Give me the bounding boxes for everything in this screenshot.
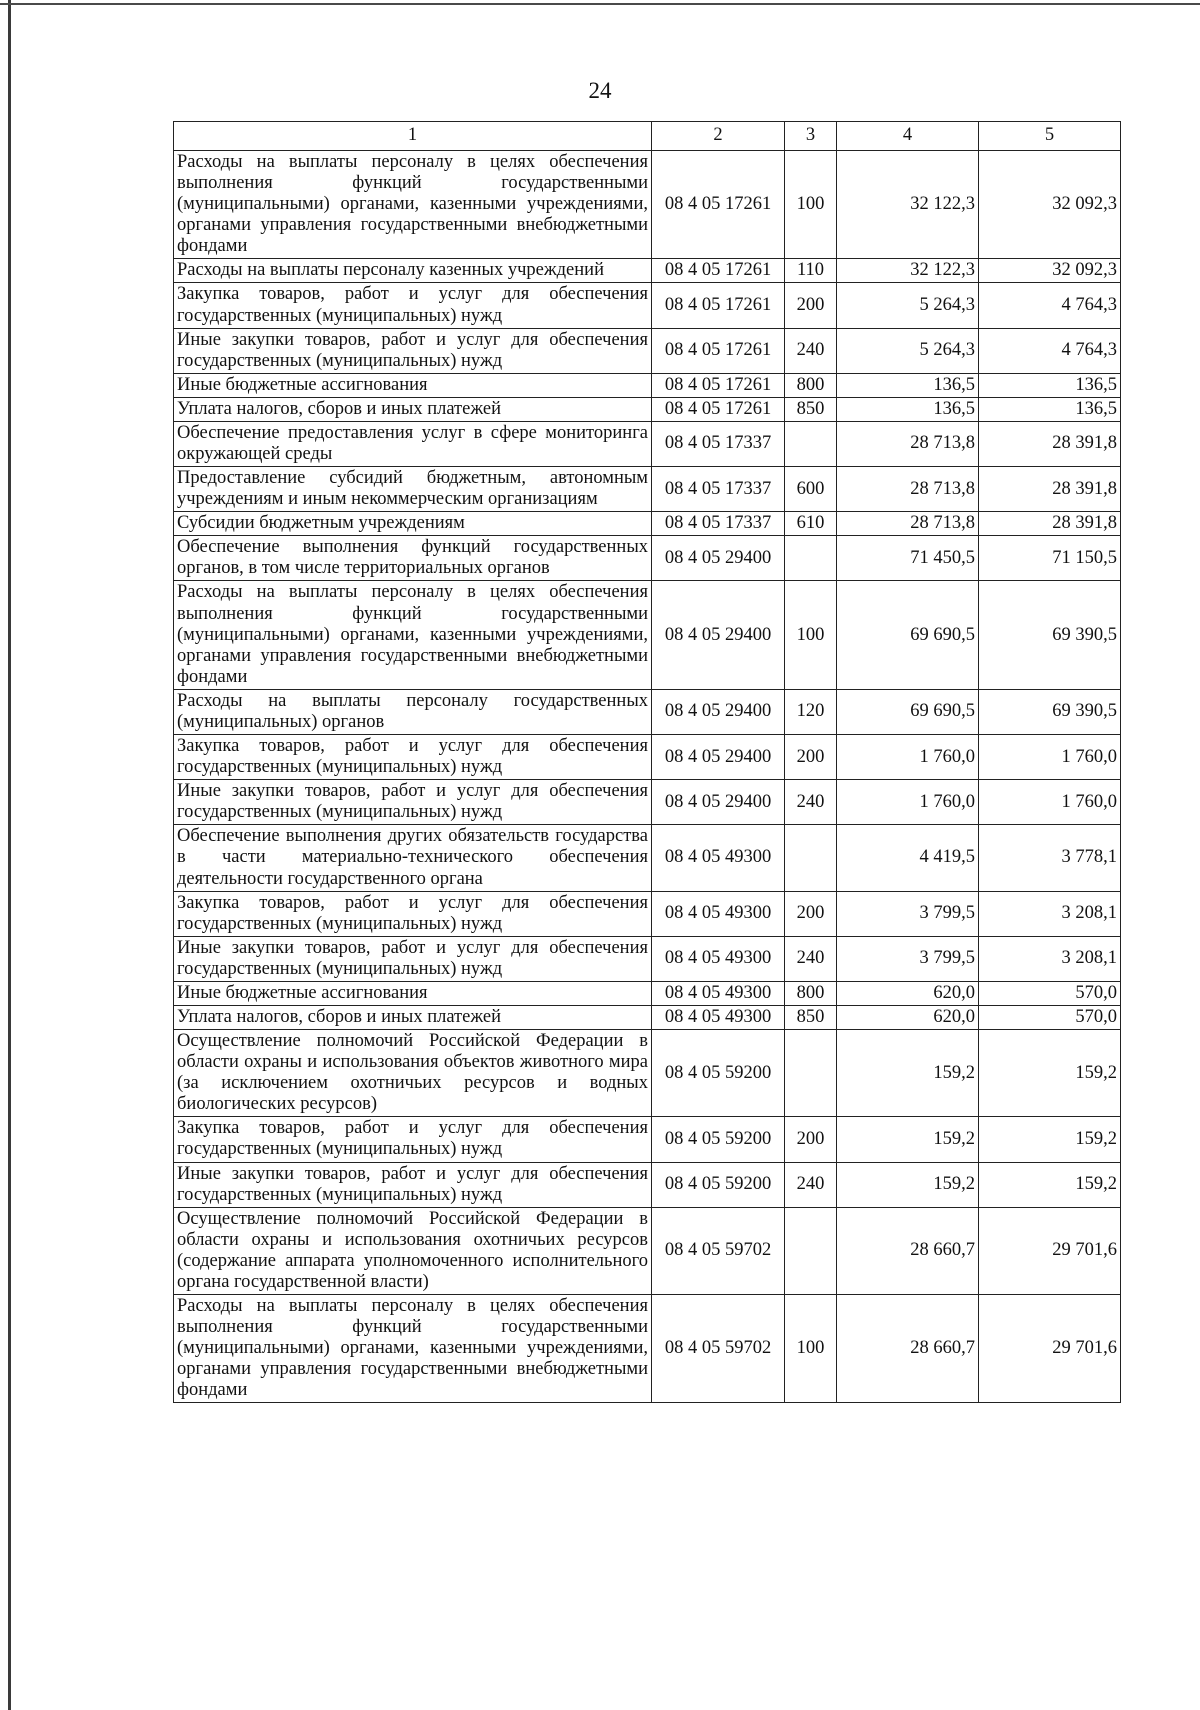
- expense-type-cell: 110: [785, 259, 837, 283]
- target-code-cell: 08 4 05 17261: [652, 397, 785, 421]
- table-row: [174, 373, 1121, 397]
- table-row: [174, 891, 1121, 936]
- table-row: [174, 259, 1121, 283]
- target-code-cell: 08 4 05 17337: [652, 467, 785, 512]
- expense-type-cell: 100: [785, 1294, 837, 1402]
- expense-type-cell: 850: [785, 1005, 837, 1029]
- expense-name-cell: Обеспечение выполнения других обязательств государства в части материально-технического обеспечения деятельности государственного органа: [174, 825, 652, 891]
- amount-year1-cell: 3 799,5: [837, 891, 979, 936]
- amount-year2-cell: 1 760,0: [979, 780, 1121, 825]
- expense-type-cell: 240: [785, 780, 837, 825]
- header-cell: 3: [785, 122, 837, 151]
- amount-year1-cell: 28 713,8: [837, 467, 979, 512]
- amount-year1-cell: 28 713,8: [837, 512, 979, 536]
- amount-year1-cell: 28 713,8: [837, 421, 979, 466]
- expense-name-cell: Закупка товаров, работ и услуг для обеспечения государственных (муниципальных) нужд: [174, 283, 652, 328]
- table-row: [174, 689, 1121, 734]
- amount-year1-cell: 71 450,5: [837, 536, 979, 581]
- table-row: [174, 536, 1121, 581]
- amount-year2-cell: 32 092,3: [979, 259, 1121, 283]
- amount-year2-cell: 4 764,3: [979, 283, 1121, 328]
- amount-year2-cell: 4 764,3: [979, 328, 1121, 373]
- amount-year2-cell: 159,2: [979, 1162, 1121, 1207]
- target-code-cell: 08 4 05 49300: [652, 891, 785, 936]
- expense-name-cell: Расходы на выплаты персоналу казенных учреждений: [174, 259, 652, 283]
- scan-edge-left: [8, 0, 11, 1710]
- amount-year1-cell: 28 660,7: [837, 1294, 979, 1402]
- table-row: [174, 328, 1121, 373]
- target-code-cell: 08 4 05 17261: [652, 259, 785, 283]
- amount-year2-cell: 1 760,0: [979, 735, 1121, 780]
- table-row: [174, 936, 1121, 981]
- expense-name-cell: Осуществление полномочий Российской Федерации в области охраны и использования объектов животного мира (за исключением охотничьих ресурсов и водных биологических ресурсов): [174, 1030, 652, 1117]
- expense-name-cell: Уплата налогов, сборов и иных платежей: [174, 397, 652, 421]
- target-code-cell: 08 4 05 49300: [652, 936, 785, 981]
- amount-year1-cell: 136,5: [837, 373, 979, 397]
- amount-year1-cell: 159,2: [837, 1162, 979, 1207]
- expense-type-cell: 800: [785, 373, 837, 397]
- expense-name-cell: Уплата налогов, сборов и иных платежей: [174, 1005, 652, 1029]
- table-body: [174, 151, 1121, 1403]
- table-row: [174, 1207, 1121, 1294]
- table-row: [174, 581, 1121, 689]
- table-row: [174, 1162, 1121, 1207]
- amount-year1-cell: 159,2: [837, 1117, 979, 1162]
- target-code-cell: 08 4 05 29400: [652, 581, 785, 689]
- expense-type-cell: 240: [785, 1162, 837, 1207]
- expense-type-cell: 800: [785, 981, 837, 1005]
- target-code-cell: 08 4 05 49300: [652, 1005, 785, 1029]
- table-row: [174, 1030, 1121, 1117]
- amount-year2-cell: 28 391,8: [979, 467, 1121, 512]
- expense-name-cell: Иные закупки товаров, работ и услуг для обеспечения государственных (муниципальных) нужд: [174, 328, 652, 373]
- table-row: [174, 397, 1121, 421]
- expense-type-cell: [785, 421, 837, 466]
- amount-year1-cell: 32 122,3: [837, 151, 979, 259]
- table-row: [174, 1117, 1121, 1162]
- amount-year1-cell: 1 760,0: [837, 735, 979, 780]
- amount-year2-cell: 71 150,5: [979, 536, 1121, 581]
- expense-name-cell: Закупка товаров, работ и услуг для обеспечения государственных (муниципальных) нужд: [174, 1117, 652, 1162]
- expense-name-cell: Расходы на выплаты персоналу в целях обеспечения выполнения функций государственными (муниципальными) органами, казенными учреждениями, органами управления государственными внебюджетными фондами: [174, 1294, 652, 1402]
- target-code-cell: 08 4 05 59702: [652, 1294, 785, 1402]
- expense-type-cell: [785, 536, 837, 581]
- expense-type-cell: 600: [785, 467, 837, 512]
- expense-name-cell: Иные закупки товаров, работ и услуг для обеспечения государственных (муниципальных) нужд: [174, 936, 652, 981]
- amount-year2-cell: 32 092,3: [979, 151, 1121, 259]
- amount-year1-cell: 620,0: [837, 1005, 979, 1029]
- expense-type-cell: 200: [785, 1117, 837, 1162]
- amount-year2-cell: 136,5: [979, 373, 1121, 397]
- expense-name-cell: Расходы на выплаты персоналу в целях обеспечения выполнения функций государственными (муниципальными) органами, казенными учреждениями, органами управления государственными внебюджетными фондами: [174, 151, 652, 259]
- table-row: [174, 1005, 1121, 1029]
- amount-year2-cell: 570,0: [979, 1005, 1121, 1029]
- amount-year1-cell: 32 122,3: [837, 259, 979, 283]
- amount-year1-cell: 620,0: [837, 981, 979, 1005]
- target-code-cell: 08 4 05 17261: [652, 151, 785, 259]
- amount-year2-cell: 3 208,1: [979, 936, 1121, 981]
- expense-name-cell: Иные закупки товаров, работ и услуг для обеспечения государственных (муниципальных) нужд: [174, 1162, 652, 1207]
- expense-name-cell: Расходы на выплаты персоналу государственных (муниципальных) органов: [174, 689, 652, 734]
- amount-year1-cell: 136,5: [837, 397, 979, 421]
- header-cell: 4: [837, 122, 979, 151]
- expense-type-cell: [785, 1207, 837, 1294]
- expense-name-cell: Осуществление полномочий Российской Федерации в области охраны и использования охотничьих ресурсов (содержание аппарата уполномоченного исполнительного органа государственной власти): [174, 1207, 652, 1294]
- expense-name-cell: Иные закупки товаров, работ и услуг для обеспечения государственных (муниципальных) нужд: [174, 780, 652, 825]
- expense-type-cell: 200: [785, 735, 837, 780]
- expense-name-cell: Иные бюджетные ассигнования: [174, 981, 652, 1005]
- table-row: [174, 421, 1121, 466]
- table-row: [174, 151, 1121, 259]
- target-code-cell: 08 4 05 17337: [652, 421, 785, 466]
- expense-type-cell: 120: [785, 689, 837, 734]
- expense-name-cell: Закупка товаров, работ и услуг для обеспечения государственных (муниципальных) нужд: [174, 735, 652, 780]
- expense-type-cell: 610: [785, 512, 837, 536]
- amount-year1-cell: 69 690,5: [837, 581, 979, 689]
- expense-name-cell: Закупка товаров, работ и услуг для обеспечения государственных (муниципальных) нужд: [174, 891, 652, 936]
- amount-year1-cell: 3 799,5: [837, 936, 979, 981]
- amount-year1-cell: 28 660,7: [837, 1207, 979, 1294]
- target-code-cell: 08 4 05 17261: [652, 283, 785, 328]
- amount-year1-cell: 5 264,3: [837, 328, 979, 373]
- amount-year2-cell: 570,0: [979, 981, 1121, 1005]
- amount-year1-cell: 69 690,5: [837, 689, 979, 734]
- target-code-cell: 08 4 05 59200: [652, 1162, 785, 1207]
- amount-year2-cell: 159,2: [979, 1030, 1121, 1117]
- amount-year2-cell: 69 390,5: [979, 581, 1121, 689]
- target-code-cell: 08 4 05 29400: [652, 689, 785, 734]
- target-code-cell: 08 4 05 59702: [652, 1207, 785, 1294]
- table-row: [174, 981, 1121, 1005]
- budget-table: [173, 121, 1121, 1403]
- amount-year1-cell: 1 760,0: [837, 780, 979, 825]
- amount-year2-cell: 3 778,1: [979, 825, 1121, 891]
- expense-type-cell: [785, 825, 837, 891]
- amount-year2-cell: 29 701,6: [979, 1207, 1121, 1294]
- scan-edge-top: [0, 3, 1200, 5]
- amount-year1-cell: 4 419,5: [837, 825, 979, 891]
- expense-type-cell: 100: [785, 581, 837, 689]
- amount-year2-cell: 28 391,8: [979, 421, 1121, 466]
- target-code-cell: 08 4 05 29400: [652, 780, 785, 825]
- table-row: [174, 735, 1121, 780]
- page-number: 24: [588, 78, 612, 103]
- table-row: [174, 283, 1121, 328]
- expense-name-cell: Обеспечение выполнения функций государственных органов, в том числе территориальных органов: [174, 536, 652, 581]
- table-row: [174, 780, 1121, 825]
- target-code-cell: 08 4 05 49300: [652, 825, 785, 891]
- expense-name-cell: Обеспечение предоставления услуг в сфере мониторинга окружающей среды: [174, 421, 652, 466]
- target-code-cell: 08 4 05 17261: [652, 328, 785, 373]
- target-code-cell: 08 4 05 29400: [652, 735, 785, 780]
- amount-year2-cell: 3 208,1: [979, 891, 1121, 936]
- amount-year2-cell: 69 390,5: [979, 689, 1121, 734]
- expense-name-cell: Субсидии бюджетным учреждениям: [174, 512, 652, 536]
- target-code-cell: 08 4 05 59200: [652, 1030, 785, 1117]
- header-row: [174, 122, 1121, 151]
- expense-name-cell: Расходы на выплаты персоналу в целях обеспечения выполнения функций государственными (муниципальными) органами, казенными учреждениями, органами управления государственными внебюджетными фондами: [174, 581, 652, 689]
- table-row: [174, 512, 1121, 536]
- expense-name-cell: Предоставление субсидий бюджетным, автономным учреждениям и иным некоммерческим организациям: [174, 467, 652, 512]
- amount-year2-cell: 28 391,8: [979, 512, 1121, 536]
- expense-type-cell: 240: [785, 328, 837, 373]
- table-row: [174, 1294, 1121, 1402]
- amount-year1-cell: 159,2: [837, 1030, 979, 1117]
- amount-year2-cell: 159,2: [979, 1117, 1121, 1162]
- expense-type-cell: 200: [785, 283, 837, 328]
- expense-type-cell: [785, 1030, 837, 1117]
- expense-type-cell: 100: [785, 151, 837, 259]
- header-cell: 5: [979, 122, 1121, 151]
- target-code-cell: 08 4 05 49300: [652, 981, 785, 1005]
- header-cell: 1: [174, 122, 652, 151]
- table-row: [174, 467, 1121, 512]
- target-code-cell: 08 4 05 29400: [652, 536, 785, 581]
- amount-year2-cell: 29 701,6: [979, 1294, 1121, 1402]
- target-code-cell: 08 4 05 59200: [652, 1117, 785, 1162]
- expense-type-cell: 200: [785, 891, 837, 936]
- target-code-cell: 08 4 05 17261: [652, 373, 785, 397]
- target-code-cell: 08 4 05 17337: [652, 512, 785, 536]
- table-row: [174, 825, 1121, 891]
- expense-type-cell: 850: [785, 397, 837, 421]
- amount-year2-cell: 136,5: [979, 397, 1121, 421]
- expense-name-cell: Иные бюджетные ассигнования: [174, 373, 652, 397]
- amount-year1-cell: 5 264,3: [837, 283, 979, 328]
- expense-type-cell: 240: [785, 936, 837, 981]
- header-cell: 2: [652, 122, 785, 151]
